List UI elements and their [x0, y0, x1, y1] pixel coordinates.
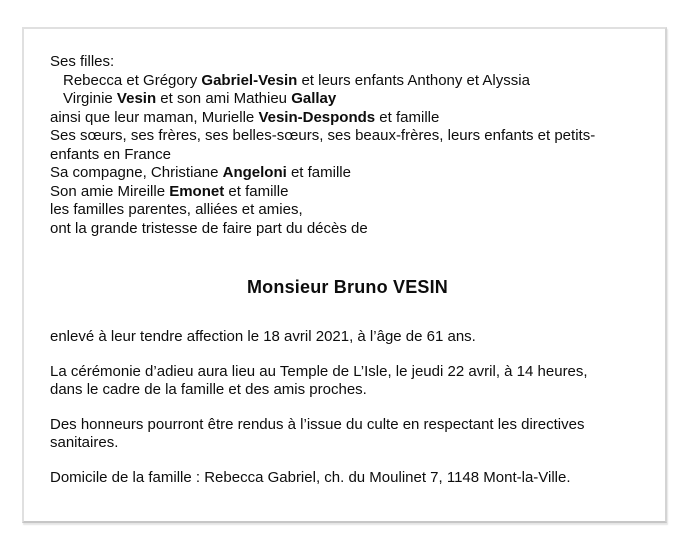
deceased-name: Monsieur Bruno VESIN	[246, 277, 448, 297]
family-surname-bold: Angeloni	[222, 164, 287, 181]
intro-line	[50, 72, 645, 91]
intro-text: et famille	[286, 164, 351, 181]
intro-text: et leurs enfants Anthony et Alyssia	[297, 71, 530, 89]
intro-text: Rebecca et Grégory	[63, 71, 202, 89]
intro-line	[50, 164, 645, 183]
family-surname-bold: Vesin	[116, 90, 157, 107]
intro-text: et son ami Mathieu	[156, 90, 292, 107]
intro-line	[50, 146, 645, 165]
family-surname-bold: Emonet	[169, 182, 225, 200]
obituary-announcement-card	[22, 27, 667, 523]
intro-text: ainsi que leur maman, Murielle	[50, 108, 259, 126]
intro-text: les familles parentes, alliées et amies,	[50, 201, 303, 218]
intro-line	[50, 201, 645, 220]
intro-text: ont la grande tristesse de faire part du décès de	[50, 219, 368, 237]
intro-line	[50, 90, 645, 109]
death-date-line: enlevé à leur tendre affection le 18 avril 2021, à l’âge de 61 ans.	[50, 328, 476, 345]
intro-text: et famille	[224, 182, 289, 200]
intro-line	[50, 53, 645, 72]
body-paragraphs	[50, 328, 645, 487]
honors-info: Des honneurs pourront être rendus à l’issue du culte en respectant les directives sanitaires.	[50, 415, 585, 451]
intro-text: Ses sœurs, ses frères, ses belles-sœurs, ses beaux-frères, leurs enfants et petits-	[50, 127, 596, 144]
intro-text: Ses filles:	[50, 53, 115, 70]
intro-line	[50, 127, 645, 146]
intro-text: et famille	[375, 108, 440, 126]
intro-text: Virginie	[63, 90, 117, 107]
family-address: Domicile de la famille : Rebecca Gabriel, ch. du Moulinet 7, 1148 Mont-la-Ville.	[50, 468, 571, 486]
family-lines	[50, 53, 645, 238]
family-surname-bold: Gabriel-Vesin	[201, 71, 298, 89]
intro-line	[50, 220, 645, 239]
ceremony-info: La cérémonie d’adieu aura lieu au Temple de L’Isle, le jeudi 22 avril, à 14 heures, dans le cadre de la famille et des amis proches.	[50, 362, 588, 398]
family-surname-bold: Vesin-Desponds	[258, 108, 376, 126]
intro-line	[50, 183, 645, 202]
intro-line	[50, 109, 645, 128]
intro-text: Son amie Mireille	[50, 182, 170, 200]
intro-text: Sa compagne, Christiane	[50, 164, 223, 181]
family-surname-bold: Gallay	[291, 90, 337, 107]
intro-text: enfants en France	[50, 145, 171, 163]
